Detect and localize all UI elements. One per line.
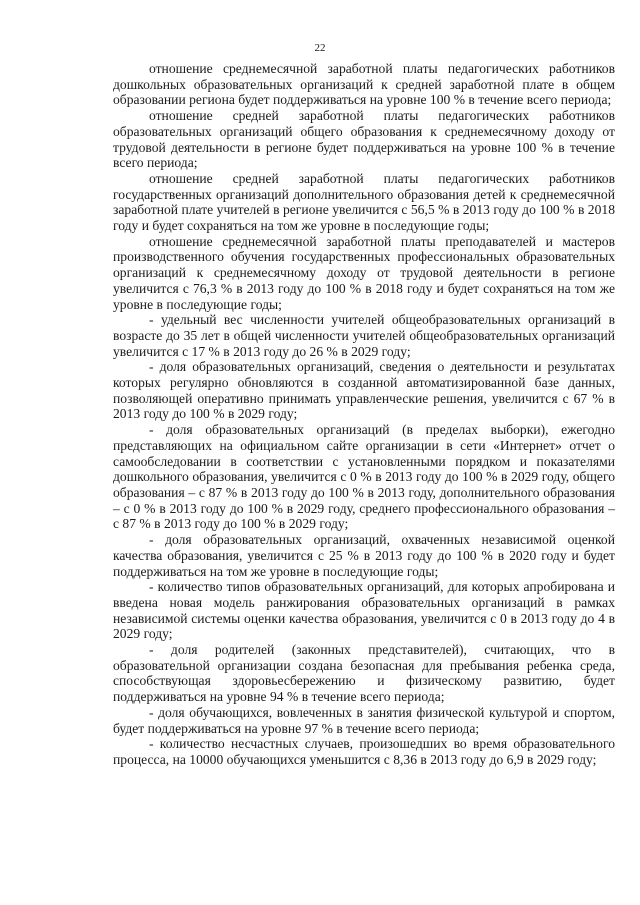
- paragraph: - доля обучающихся, вовлеченных в занятия физической культурой и спортом, будет поддерживаться на уровне 97 % в течение всего периода;: [113, 704, 615, 736]
- paragraph: - доля образовательных организаций, сведения о деятельности и результатах которых регулярно обновляются в созданной автоматизированной базе данных, позволяющей оперативно принимать управленческие решения, увеличится с 67 % в 2013 году до 100 % в 2029 году;: [113, 359, 615, 422]
- paragraph: - количество типов образовательных организаций, для которых апробирована и введена новая модель ранжирования образовательных организаций в рамках независимой системы оценки качества образования, увеличится с 0 в 2013 году до 4 в 2029 году;: [113, 579, 615, 642]
- paragraph: отношение среднемесячной заработной платы преподавателей и мастеров производственного обучения государственных профессиональных образовательных организаций к среднемесячному доходу от трудовой деятельности в регионе увеличится с 76,3 % в 2013 году до 100 % в 2018 году и будет сохраняться на том же уровне в последующие годы;: [113, 233, 615, 312]
- paragraph: отношение средней заработной платы педагогических работников образовательных организаций общего образования к среднемесячному доходу от трудовой деятельности в регионе будет поддерживаться на уровне 100 % в течение всего периода;: [113, 108, 615, 171]
- document-body: [113, 61, 615, 768]
- page-number: 22: [314, 42, 326, 54]
- paragraph: - доля образовательных организаций (в пределах выборки), ежегодно представляющих на официальном сайте организации в сети «Интернет» отчет о самообследовании в соответствии с установленными порядком и показателями дошкольного образования, увеличится с 0 % в 2013 году до 100 % в 2029 году, общего образования – с 87 % в 2013 году до 100 % в 2013 году, дополнительного образования – с 0 % в 2013 году до 100 % в 2029 году, среднего профессионального образования – с 87 % в 2013 году до 100 % в 2029 году;: [113, 422, 615, 532]
- paragraph: - доля образовательных организаций, охваченных независимой оценкой качества образования, увеличится с 25 % в 2013 году до 100 % в 2020 году и будет поддерживаться на том же уровне в последующие годы;: [113, 532, 615, 579]
- paragraph: отношение средней заработной платы педагогических работников государственных организаций дополнительного образования детей к среднемесячной заработной плате учителей в регионе увеличится с 56,5 % в 2013 году до 100 % в 2018 году и будет сохраняться на том же уровне в последующие годы;: [113, 170, 615, 234]
- paragraph: отношение среднемесячной заработной платы педагогических работников дошкольных образовательных организаций к средней заработной плате в общем образовании региона будет поддерживаться на уровне 100 % в течение всего периода;: [113, 61, 615, 108]
- paragraph: - удельный вес численности учителей общеобразовательных организаций в возрасте до 35 лет в общей численности учителей общеобразовательных организаций увеличится с 17 % в 2013 году до 26 % в 2029 году;: [113, 312, 615, 359]
- paragraph: - количество несчастных случаев, произошедших во время образовательного процесса, на 10000 обучающихся уменьшится с 8,36 в 2013 году до 6,9 в 2029 году;: [113, 736, 615, 767]
- paragraph: - доля родителей (законных представителей), считающих, что в образовательной организации создана безопасная для пребывания ребенка среда, способствующая здоровьесбережению и физическому развитию, будет поддерживаться на уровне 94 % в течение всего периода;: [113, 642, 615, 705]
